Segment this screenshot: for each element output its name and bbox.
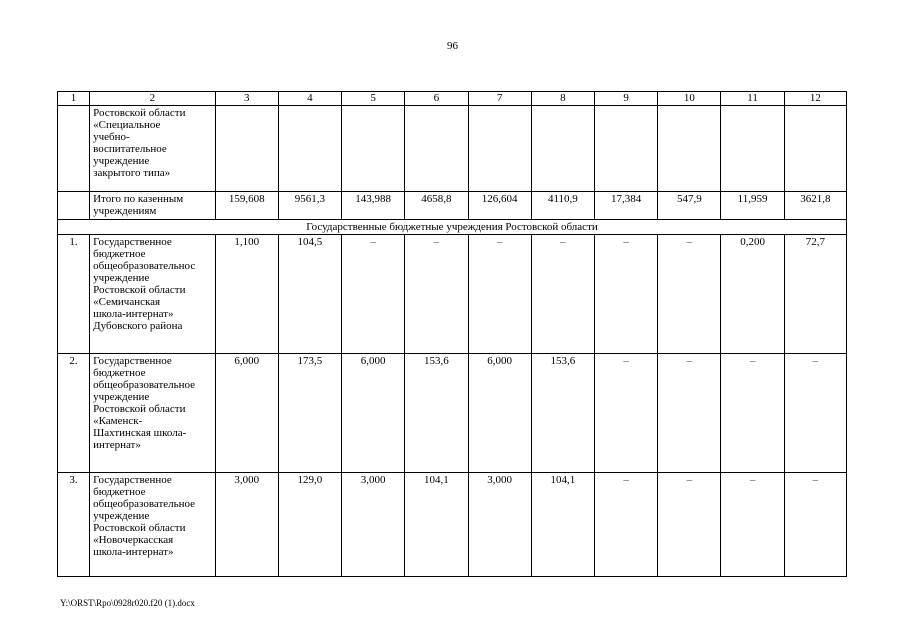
table-cell bbox=[784, 106, 846, 192]
table-cell bbox=[342, 106, 405, 192]
table-cell: 11,959 bbox=[721, 192, 784, 220]
column-number: 2 bbox=[90, 92, 215, 106]
table-cell: 153,6 bbox=[531, 354, 594, 473]
column-number: 4 bbox=[278, 92, 341, 106]
institution-name: Ростовской области «Специальное учебно- воспитательное учреждение закрытого типа» bbox=[90, 106, 215, 192]
table-cell: 3,000 bbox=[215, 473, 278, 577]
table-cell: – bbox=[594, 354, 657, 473]
table-cell bbox=[594, 106, 657, 192]
table-cell bbox=[468, 106, 531, 192]
column-number: 8 bbox=[531, 92, 594, 106]
row-number bbox=[58, 106, 90, 192]
table-cell: – bbox=[405, 235, 468, 354]
section-header-row bbox=[58, 220, 847, 235]
table-cell: 104,1 bbox=[531, 473, 594, 577]
row-number bbox=[58, 192, 90, 220]
table-cell bbox=[278, 106, 341, 192]
table-cell: 0,200 bbox=[721, 235, 784, 354]
section-title: Государственные бюджетные учреждения Ростовской области bbox=[58, 220, 847, 235]
table-cell: 143,988 bbox=[342, 192, 405, 220]
table-row bbox=[58, 235, 847, 354]
table-cell: 159,608 bbox=[215, 192, 278, 220]
table-cell: 153,6 bbox=[405, 354, 468, 473]
table-cell: 17,384 bbox=[594, 192, 657, 220]
table-cell: 6,000 bbox=[342, 354, 405, 473]
table-cell: – bbox=[721, 473, 784, 577]
table-cell: 1,100 bbox=[215, 235, 278, 354]
column-number: 6 bbox=[405, 92, 468, 106]
table-cell: – bbox=[594, 473, 657, 577]
table-cell: – bbox=[468, 235, 531, 354]
institution-name: Государственное бюджетное общеобразовательнос учреждение Ростовской области «Семичанская школа-интернат» Дубовского района bbox=[90, 235, 215, 354]
row-number: 2. bbox=[58, 354, 90, 473]
table-cell: 9561,3 bbox=[278, 192, 341, 220]
row-number: 1. bbox=[58, 235, 90, 354]
table-cell: 173,5 bbox=[278, 354, 341, 473]
table-cell: 3,000 bbox=[342, 473, 405, 577]
column-number: 10 bbox=[658, 92, 721, 106]
table-cell: 6,000 bbox=[215, 354, 278, 473]
column-number: 5 bbox=[342, 92, 405, 106]
total-label: Итого по казенным учреждениям bbox=[90, 192, 215, 220]
table-cell: 4110,9 bbox=[531, 192, 594, 220]
table-cell: 3621,8 bbox=[784, 192, 846, 220]
table-cell: 126,604 bbox=[468, 192, 531, 220]
table-cell: – bbox=[784, 473, 846, 577]
column-number: 7 bbox=[468, 92, 531, 106]
institution-name: Государственное бюджетное общеобразовательное учреждение Ростовской области «Каменск- Шахтинская школа- интернат» bbox=[90, 354, 215, 473]
table-cell: – bbox=[531, 235, 594, 354]
table-cell: 104,1 bbox=[405, 473, 468, 577]
continuation-row bbox=[58, 106, 847, 192]
row-number: 3. bbox=[58, 473, 90, 577]
table-cell: 6,000 bbox=[468, 354, 531, 473]
table-cell: 4658,8 bbox=[405, 192, 468, 220]
table-cell bbox=[215, 106, 278, 192]
table-cell: – bbox=[342, 235, 405, 354]
file-path-footer: Y:\ORST\Rpo\0928r020.f20 (1).docx bbox=[60, 598, 195, 608]
table-cell: – bbox=[784, 354, 846, 473]
table-row bbox=[58, 354, 847, 473]
table-cell: 72,7 bbox=[784, 235, 846, 354]
table-cell bbox=[531, 106, 594, 192]
table-cell: – bbox=[658, 473, 721, 577]
table-cell bbox=[405, 106, 468, 192]
table-row bbox=[58, 473, 847, 577]
table-cell: – bbox=[658, 354, 721, 473]
column-number: 1 bbox=[58, 92, 90, 106]
table-cell: – bbox=[658, 235, 721, 354]
budget-table bbox=[57, 91, 847, 577]
column-number: 12 bbox=[784, 92, 846, 106]
table-cell: 104,5 bbox=[278, 235, 341, 354]
page-number: 96 bbox=[447, 40, 458, 52]
column-number: 9 bbox=[594, 92, 657, 106]
institution-name: Государственное бюджетное общеобразовательное учреждение Ростовской области «Новочеркасская школа-интернат» bbox=[90, 473, 215, 577]
table-cell: 129,0 bbox=[278, 473, 341, 577]
column-number: 11 bbox=[721, 92, 784, 106]
table-cell bbox=[658, 106, 721, 192]
table-cell: – bbox=[721, 354, 784, 473]
table-cell: 547,9 bbox=[658, 192, 721, 220]
table-cell bbox=[721, 106, 784, 192]
column-number: 3 bbox=[215, 92, 278, 106]
column-number-row bbox=[58, 92, 847, 106]
total-row bbox=[58, 192, 847, 220]
table-cell: 3,000 bbox=[468, 473, 531, 577]
table-cell: – bbox=[594, 235, 657, 354]
